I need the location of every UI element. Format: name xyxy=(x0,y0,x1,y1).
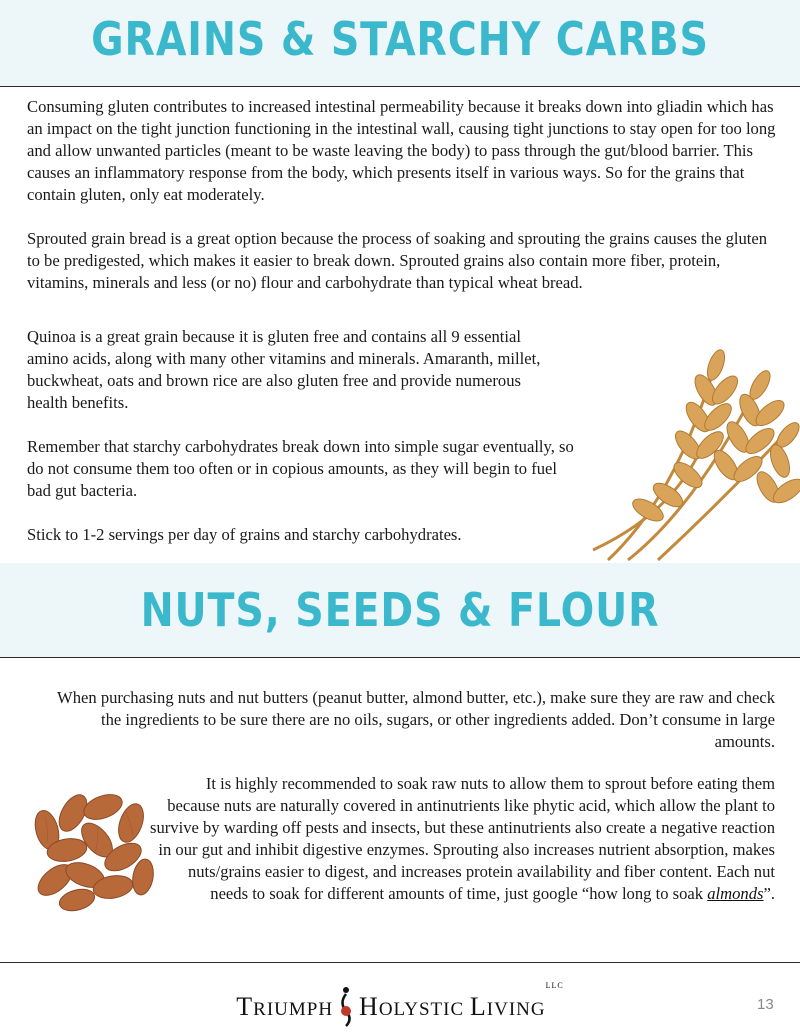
soak-text: It is highly recommended to soak raw nuts to allow them to sprout before eating them because nuts are naturally covered in antinutrients like phytic acid, which allow the plant to survive by warding off pests and insects, but these antinutrients also create a negative reaction in our gut and inhibit digestive enzymes. Sprouting also increases nutrient absorption, makes nuts/grains easier to digest, and increases protein availability and fiber content. Each nut needs to soak for different amounts of time, just google “how long to soak xyxy=(150,774,775,903)
brand-word: IVING xyxy=(486,999,546,1020)
brand-logo xyxy=(0,981,800,1027)
section-title-nuts: NUTS, SEEDS & FLOUR xyxy=(140,583,660,637)
almonds-image xyxy=(25,785,160,915)
paragraph-sprouted-bread: Sprouted grain bread is a great option because the process of soaking and sprouting the grains causes the gluten to be predigested, which makes it easier to break down. Sprouted grains also contain more fiber, protein, vitamins, minerals and less (or no) flour and carbohydrate than typical wheat bread. xyxy=(27,229,768,292)
brand-llc: LLC xyxy=(545,981,564,990)
paragraph-gluten: Consuming gluten contributes to increased intestinal permeability because it breaks down into gliadin which has an impact on the tight junction functioning in the intestinal wall, causing tight junctions to stay open for too long and allow unwanted particles (meant to be waste leaving the body) to pass through the gut/blood barrier. This causes an inflammatory response from the body, which presents itself in various ways. So for the grains that contain gluten, only eat moderately. xyxy=(27,97,776,204)
brand-figure-icon xyxy=(335,985,357,1027)
header-divider xyxy=(0,657,800,658)
section-title-grains: GRAINS & STARCHY CARBS xyxy=(91,12,709,66)
paragraph-quinoa: Quinoa is a great grain because it is gluten free and contains all 9 essential amino acids, along with many other vitamins and minerals. Amaranth, millet, buckwheat, oats and brown rice are also gluten free and provide numerous health benefits. xyxy=(27,327,541,412)
brand-word: OLYSTIC xyxy=(378,999,470,1020)
brand-word: RIUMPH xyxy=(253,999,334,1020)
paragraph-nut-butters: When purchasing nuts and nut butters (peanut butter, almond butter, etc.), make sure they are raw and check the ingredients to be sure there are no oils, sugars, or other ingredients added. Don’t consume in large amounts. xyxy=(57,688,775,751)
paragraph-servings: Stick to 1-2 servings per day of grains and starchy carbohydrates. xyxy=(27,525,462,544)
brand-letter: L xyxy=(469,992,487,1021)
wheat-image xyxy=(588,335,800,563)
brand-letter: T xyxy=(236,992,254,1021)
page-number: 13 xyxy=(757,996,774,1013)
paragraph-starchy-carbs: Remember that starchy carbohydrates break down into simple sugar eventually, so do not consume them too often or in copious amounts, as they will begin to fuel bad gut bacteria. xyxy=(27,437,574,500)
footer-divider xyxy=(0,962,800,963)
header-divider xyxy=(0,86,800,87)
paragraph-soak-nuts xyxy=(150,773,775,905)
almonds-link[interactable]: almonds xyxy=(707,884,764,903)
soak-text-end: ”. xyxy=(763,884,775,903)
brand-letter: H xyxy=(359,992,379,1021)
